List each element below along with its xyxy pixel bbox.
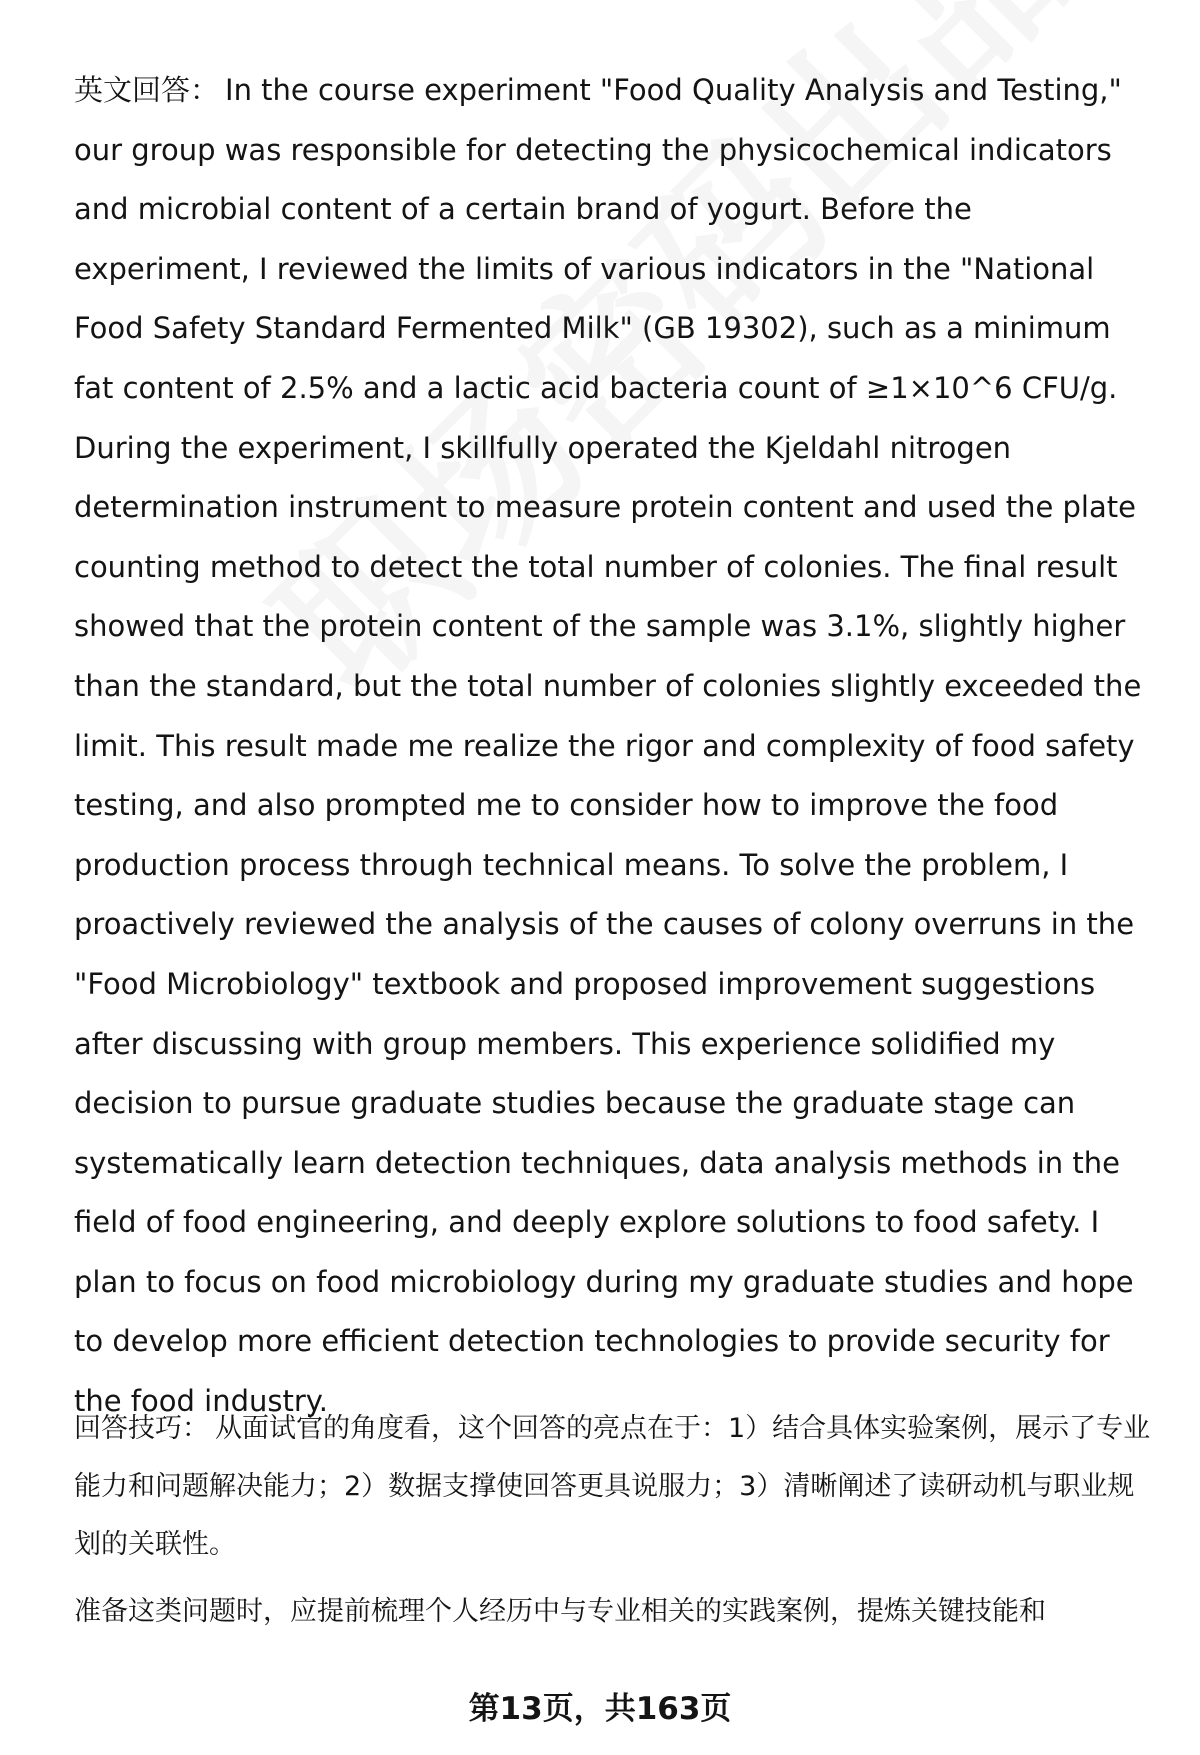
english-answer-text: In the course experiment "Food Quality Analysis and Testing," our group was responsible for detecting the physicochemical indicators and microbial content of a certain brand of yogurt. Before the experiment, I reviewed the limits of various indicators in the "National Food Safety Standard Fermented Milk" (GB 19302), such as a minimum fat content of 2.5% and a lactic acid bacteria count of ≥1×10^6 CFU/g. During the experiment, I skillfully operated the Kjeldahl nitrogen determination instrument to measure protein content and used the plate counting method to detect the total number of colonies. The final result showed that the protein content of the sample was 3.1%, slightly higher than the standard, but the total number of colonies slightly exceeded the limit. This result made me realize the rigor and complexity of food safety testing, and also prompted me to consider how to improve the food production process through technical means. To solve the problem, I proactively reviewed the analysis of the causes of colony overruns in the "Food Microbiology" textbook and proposed improvement suggestions after discussing with group members. This experience solidified my decision to pursue graduate studies because the graduate stage can systematically learn detection techniques, data analysis methods in the field of food engineering, and deeply explore solutions to food safety. I plan to focus on food microbiology during my graduate studies and hope to develop more efficient detection technologies to provide security for the food industry. [74,73,1142,1419]
answer-tips-label: 回答技巧： [74,1413,209,1444]
preparation-paragraph [74,1592,1154,1632]
english-answer-paragraph [74,61,1154,1432]
page-number-footer: 第13页，共163页 [468,1691,732,1727]
english-answer-label: 英文回答： [74,73,220,107]
answer-tips-paragraph [74,1400,1154,1574]
answer-tips-text: 从面试官的角度看，这个回答的亮点在于：1）结合具体实验案例，展示了专业能力和问题解决能力；2）数据支撑使回答更具说服力；3）清晰阐述了读研动机与职业规划的关联性。 [74,1413,1151,1560]
preparation-text: 准备这类问题时，应提前梳理个人经历中与专业相关的实践案例，提炼关键技能和 [74,1596,1046,1627]
